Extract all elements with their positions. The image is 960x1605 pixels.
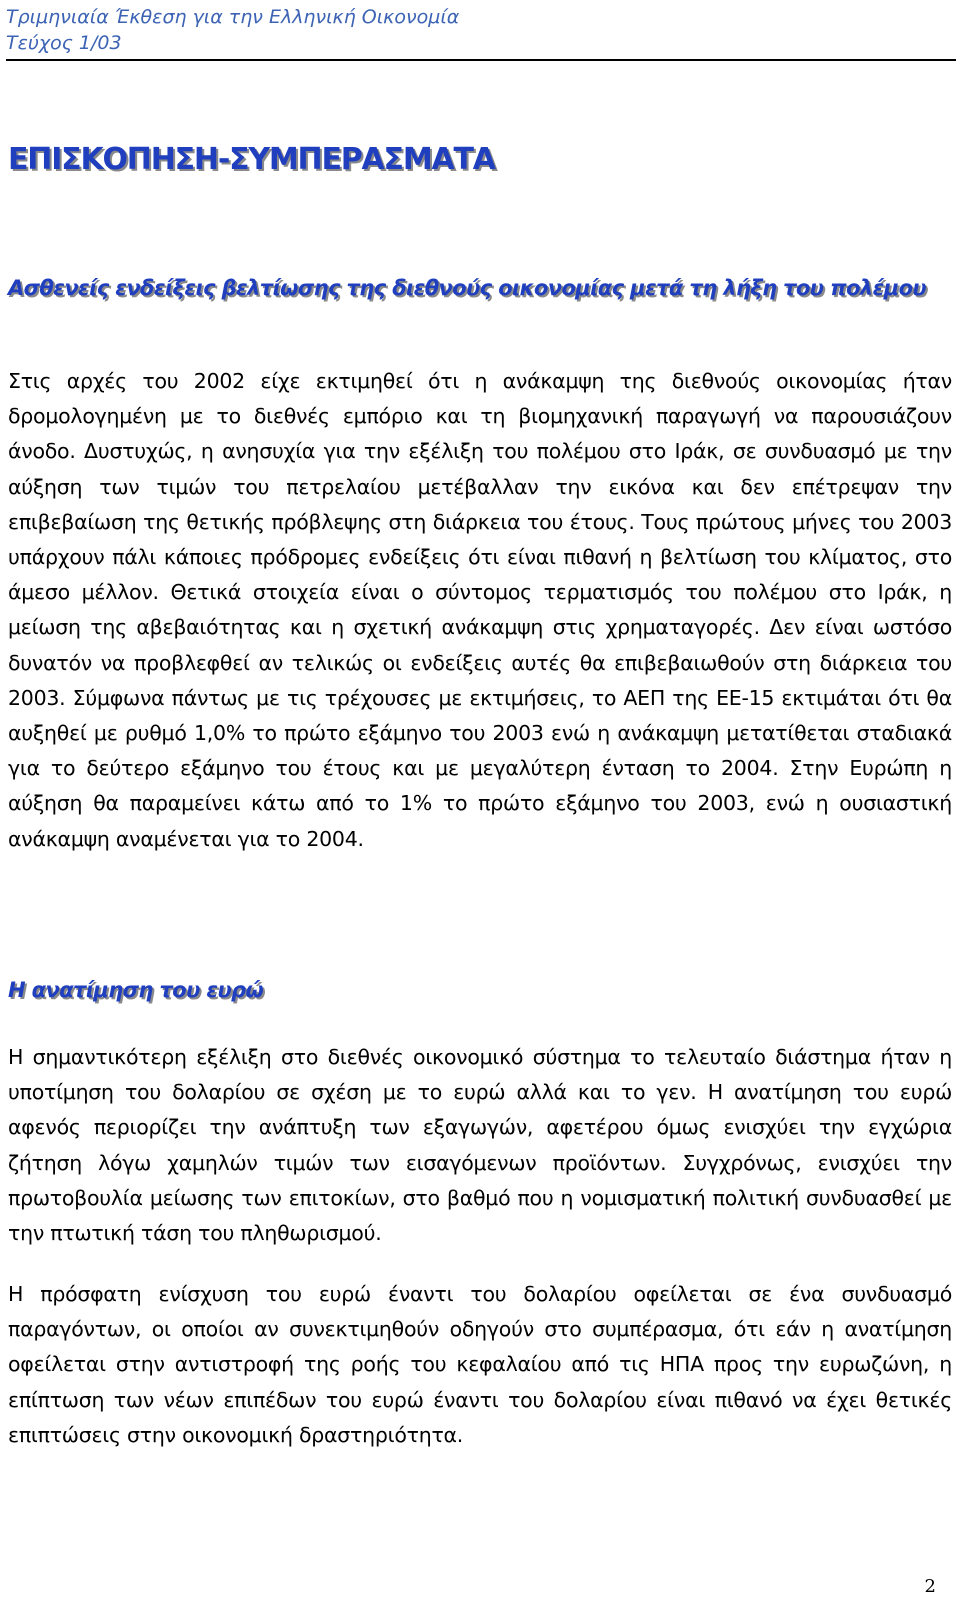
- running-header: [6, 4, 956, 61]
- issue-number: Τεύχος 1/03: [6, 32, 122, 54]
- report-title: Τριμηνιαία Έκθεση για την Ελληνική Οικονομία: [6, 6, 460, 28]
- section-title: ΕΠΙΣΚΟΠΗΣΗ-ΣΥΜΠΕΡΑΣΜΑΤΑ: [8, 142, 495, 177]
- subsection-title-euro-appreciation: Η ανατίμηση του ευρώ: [8, 978, 264, 1002]
- page-number: 2: [924, 1576, 936, 1597]
- paragraph-international-economy: Στις αρχές του 2002 είχε εκτιμηθεί ότι η ανάκαμψη της διεθνούς οικονομίας ήταν δρομολογημένη με το διεθνές εμπόριο και τη βιομηχανική παραγωγή να παρουσιάζουν άνοδο. Δυστυχώς, η ανησυχία για την εξέλιξη του πολέμου στο Ιράκ, σε συνδυασμό με την αύξηση των τιμών του πετρελαίου μετέβαλλαν την εικόνα και δεν επέτρεψαν την επιβεβαίωση της θετικής πρόβλεψης στη διάρκεια του έτους. Τους πρώτους μήνες του 2003 υπάρχουν πάλι κάποιες πρόδρομες ενδείξεις ότι είναι πιθανή η βελτίωση του κλίματος, στο άμεσο μέλλον. Θετικά στοιχεία είναι ο σύντομος τερματισμός του πολέμου στο Ιράκ, η μείωση της αβεβαιότητας και η σχετική ανάκαμψη στις χρηματαγορές. Δεν είναι ωστόσο δυνατόν να προβλεφθεί αν τελικώς οι ενδείξεις αυτές θα επιβεβαιωθούν στη διάρκεια του 2003. Σύμφωνα πάντως με τις τρέχουσες με εκτιμήσεις, το ΑΕΠ της ΕΕ-15 εκτιμάται ότι θα αυξηθεί με ρυθμό 1,0% το πρώτο εξάμηνο του 2003 ενώ η ανάκαμψη μετατίθεται σταδιακά για το δεύτερο εξάμηνο του έτους και με μεγαλύτερη ένταση το 2004. Στην Ευρώπη η αύξηση θα παραμείνει κάτω από το 1% το πρώτο εξάμηνο του 2003, ενώ η ουσιαστική ανάκαμψη αναμένεται για το 2004.: [8, 369, 952, 851]
- paragraph-euro-appreciation-1: Η σημαντικότερη εξέλιξη στο διεθνές οικονομικό σύστημα το τελευταίο διάστημα ήταν η υποτίμηση του δολαρίου σε σχέση με το ευρώ αλλά και το γεν. Η ανατίμηση του ευρώ αφενός περιορίζει την ανάπτυξη των εξαγωγών, αφετέρου όμως ενισχύει την εγχώρια ζήτηση λόγω χαμηλών τιμών των εισαγόμενων προϊόντων. Συγχρόνως, ενισχύει την πρωτοβουλία μείωσης των επιτοκίων, στο βαθμό που η νομισματική πολιτική συνδυασθεί με την πτωτική τάση του πληθωρισμού.: [8, 1045, 952, 1246]
- paragraph-euro-appreciation-2: Η πρόσφατη ενίσχυση του ευρώ έναντι του δολαρίου οφείλεται σε ένα συνδυασμό παραγόντων, οι οποίοι αν συνεκτιμηθούν οδηγούν στο συμπέρασμα, ότι εάν η ανατίμηση οφείλεται στην αντιστροφή της ροής του κεφαλαίου από τις ΗΠΑ προς την ευρωζώνη, η επίπτωση των νέων επιπέδων του ευρώ έναντι του δολαρίου είναι πιθανό να έχει θετικές επιπτώσεις στην οικονομική δραστηριότητα.: [8, 1282, 952, 1447]
- subsection-title-international-economy: Ασθενείς ενδείξεις βελτίωσης της διεθνούς οικονομίας μετά τη λήξη του πολέμου: [8, 276, 926, 300]
